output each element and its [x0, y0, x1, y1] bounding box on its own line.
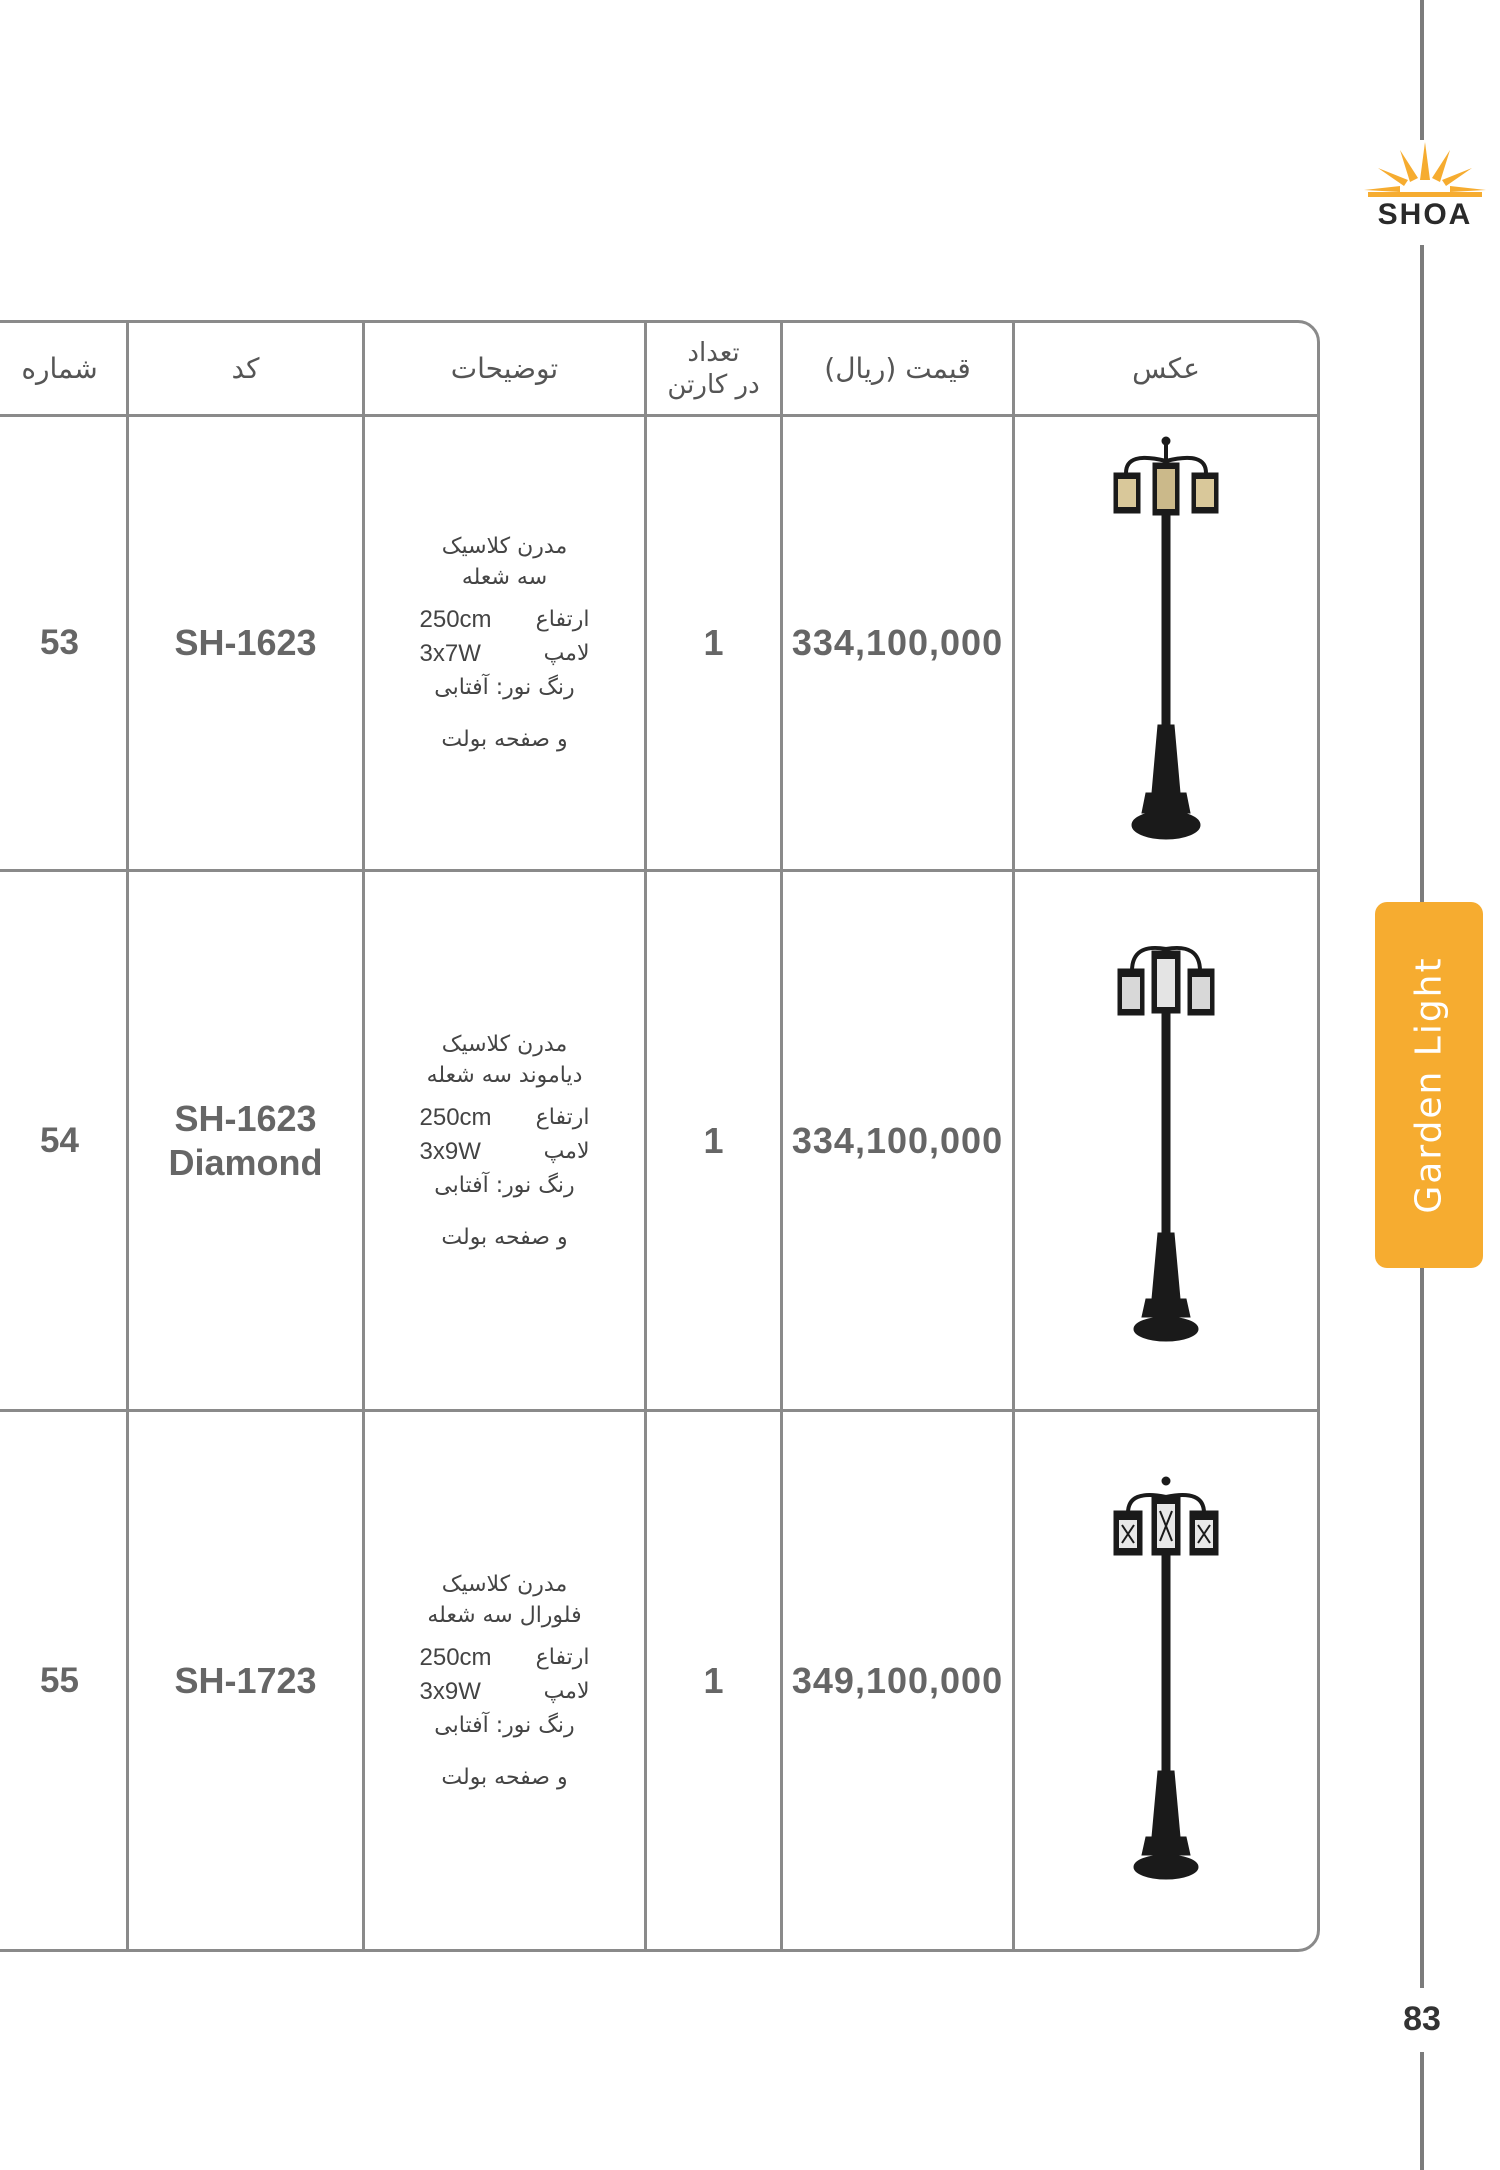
- garden-lamp-post-icon: [1106, 433, 1226, 853]
- bolt-plate-note: و صفحه بولت: [441, 1224, 568, 1250]
- category-tab[interactable]: [1375, 902, 1483, 1268]
- lamp-label: لامپ: [543, 1138, 590, 1164]
- side-divider-top: [1420, 0, 1424, 140]
- lamp-value: 3x7W: [419, 640, 481, 667]
- code-cell: [129, 872, 362, 1409]
- bolt-plate-note: و صفحه بولت: [441, 727, 568, 752]
- height-spec: [420, 605, 590, 635]
- garden-lamp-post-icon: [1106, 1471, 1226, 1891]
- lamp-label: لامپ: [543, 641, 590, 666]
- description-cell: [365, 872, 644, 1409]
- header-price: قیمت (ریال): [824, 352, 971, 385]
- header-number: شماره: [21, 352, 98, 385]
- lamp-spec: [420, 1137, 590, 1167]
- height-label: ارتفاع: [535, 1644, 590, 1670]
- product-title-line1: مدرن کلاسیک: [441, 534, 568, 559]
- product-table: [0, 320, 1320, 1952]
- side-divider-lower: [1420, 1268, 1424, 1988]
- code-cell: [129, 417, 362, 869]
- light-color: رنگ نور: آفتابی: [434, 1172, 575, 1198]
- lamp-spec: [420, 1677, 590, 1707]
- logo-text: SHOA: [1377, 198, 1473, 231]
- lamp-value: 3x9W: [419, 1677, 481, 1705]
- number-cell: 53: [40, 623, 79, 662]
- product-title-line2: دیاموند سه شعله: [426, 1062, 583, 1088]
- qty-cell: 1: [703, 622, 724, 663]
- sun-rays-icon: [1360, 140, 1490, 200]
- light-color: رنگ نور: آفتابی: [434, 675, 575, 700]
- code-line1: SH-1623: [174, 1097, 317, 1139]
- code-line1: SH-1623: [174, 622, 317, 663]
- height-spec: [420, 1103, 590, 1133]
- header-photo: عکس: [1132, 352, 1200, 385]
- light-color: رنگ نور: آفتابی: [434, 1712, 575, 1738]
- height-label: ارتفاع: [535, 1104, 590, 1130]
- code-cell: [129, 1412, 362, 1949]
- height-value: 250cm: [419, 1643, 492, 1671]
- code-line2: Diamond: [168, 1141, 323, 1183]
- height-value: 250cm: [419, 1103, 492, 1131]
- header-description: توضیحات: [450, 352, 559, 385]
- price-cell: 349,100,000: [791, 1659, 1004, 1701]
- price-cell: 334,100,000: [791, 622, 1004, 663]
- price-cell: 334,100,000: [791, 1119, 1004, 1161]
- height-value: 250cm: [419, 606, 492, 633]
- description-cell: [365, 417, 644, 869]
- bolt-plate-note: و صفحه بولت: [441, 1764, 568, 1790]
- header-qty-line1: تعداد: [687, 338, 740, 368]
- description-cell: [365, 1412, 644, 1949]
- height-spec: [420, 1643, 590, 1673]
- product-photo: [1015, 872, 1317, 1409]
- lamp-spec: [420, 639, 590, 669]
- header-qty: [647, 323, 780, 415]
- product-title-line2: فلورال سه شعله: [427, 1602, 582, 1628]
- header-code: کد: [231, 352, 260, 385]
- qty-cell: 1: [703, 1659, 724, 1701]
- product-title-line1: مدرن کلاسیک: [441, 1571, 568, 1597]
- product-photo: [1015, 417, 1317, 869]
- category-tab-label: Garden Light: [1408, 956, 1450, 1214]
- garden-lamp-post-icon: [1106, 931, 1226, 1351]
- lamp-label: لامپ: [543, 1678, 590, 1704]
- height-label: ارتفاع: [535, 607, 590, 632]
- page-number: 83: [1403, 2000, 1441, 2038]
- product-title-line2: سه شعله: [461, 565, 548, 590]
- number-cell: 54: [40, 1120, 79, 1160]
- header-qty-line2: در کارتن: [667, 370, 760, 400]
- qty-cell: 1: [703, 1119, 724, 1161]
- product-title-line1: مدرن کلاسیک: [441, 1031, 568, 1057]
- number-cell: 55: [40, 1660, 79, 1700]
- lamp-value: 3x9W: [419, 1137, 481, 1165]
- shoa-logo: [1360, 140, 1490, 240]
- code-line1: SH-1723: [174, 1659, 317, 1701]
- side-divider-middle: [1420, 245, 1424, 902]
- product-photo: [1015, 1412, 1317, 1949]
- side-divider-bottom: [1420, 2052, 1424, 2170]
